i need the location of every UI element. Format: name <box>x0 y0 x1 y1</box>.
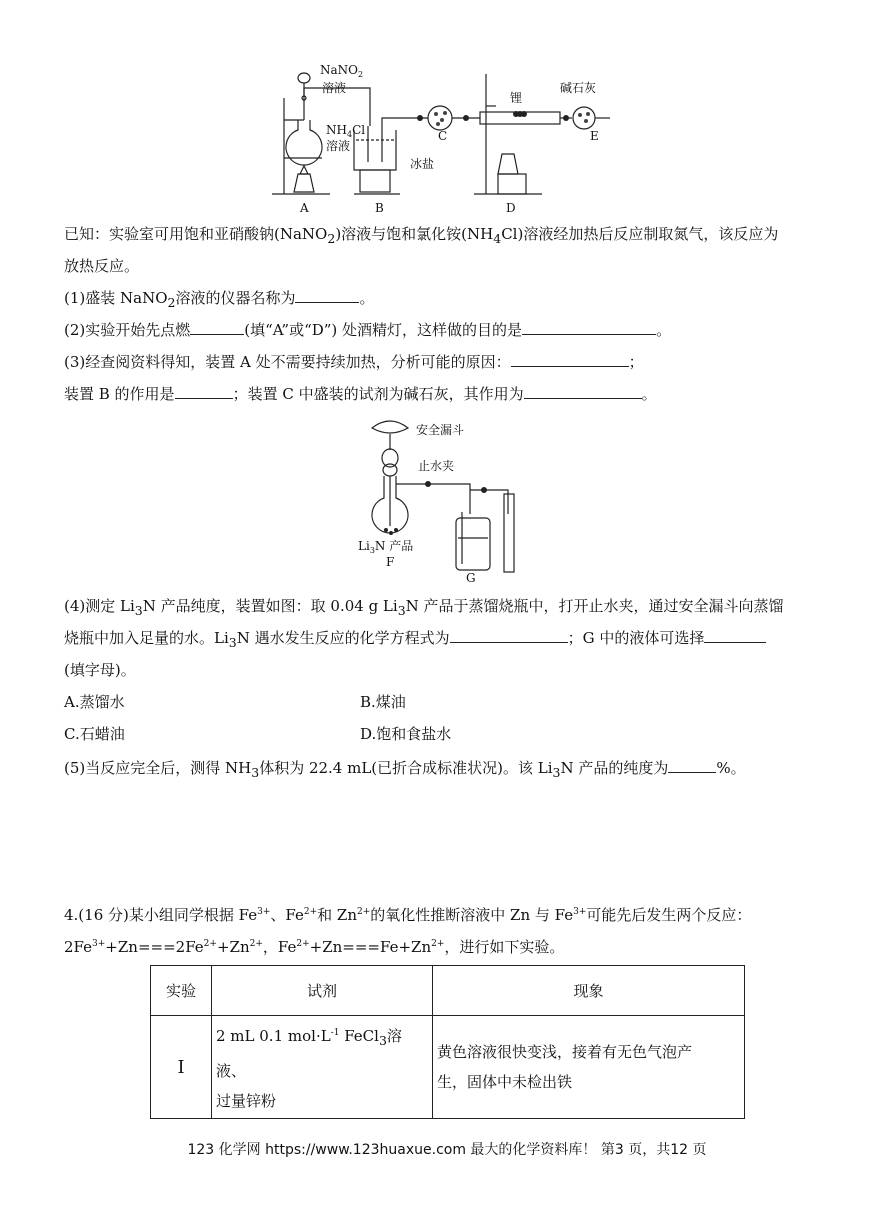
question-5: (5)当反应完全后，测得 $NH_3$体积为 22.4 mL(已折合成标准状况)。该 $Li_3N$ 产品的纯度为 %。 <box>64 759 746 780</box>
problem-4-line-1: 4.(16 分)某小组同学根据 $Fe^{3+}$、$Fe^{2+}$和 $Zn^{2+}$的氧化性推断溶液中 Zn 与 $Fe^{3+}$可能先后发生两个反应： <box>64 906 752 924</box>
answer-blank[interactable] <box>704 628 766 643</box>
answer-blank[interactable] <box>668 758 716 773</box>
header-phenomenon: 现象 <box>433 966 745 1016</box>
answer-blank[interactable] <box>450 628 568 643</box>
label-d: D <box>506 201 516 215</box>
option-b: B.煤油 <box>360 693 406 711</box>
question-2: (2)实验开始先点燃 (填“A”或“D”) 处酒精灯，这样做的目的是 。 <box>64 321 672 339</box>
known-line-2: 放热反应。 <box>64 257 140 275</box>
question-1: (1)盛装 NaNO$_2$溶液的仪器名称为 。 <box>64 289 375 310</box>
label-a: A <box>300 201 309 215</box>
label-e: E <box>590 129 599 143</box>
ice-salt-label: 冰盐 <box>410 157 435 171</box>
answer-blank[interactable] <box>522 320 656 335</box>
question-3-line-1: (3)经查阅资料得知，装置 A 处不需要持续加热，分析可能的原因： ； <box>64 353 644 371</box>
li3n-product-label: N 产品 <box>374 539 414 553</box>
lithium-label: 锂 <box>510 91 523 105</box>
svg-text:Li3N 产品: $Li_3N$ 产品 <box>358 539 414 555</box>
label-g: G <box>466 571 476 585</box>
page-footer: 123 化学网 https://www.123huaxue.com 最大的化学资料库！ 第3 页，共12 页 <box>187 1142 707 1158</box>
header-experiment: 实验 <box>151 966 212 1016</box>
question-3-line-2: 装置 B 的作用是 ；装置 C 中盛装的试剂为碱石灰，其作用为 。 <box>64 385 657 403</box>
question-4-line-1: (4)测定 $Li_3N$ 产品纯度，装置如图：取 0.04 g $Li_3N$ 产品于蒸馏烧瓶中，打开止水夹，通过安全漏斗向蒸馏 <box>64 597 784 618</box>
stopcock-label: 止水夹 <box>418 459 455 473</box>
label-f: F <box>386 555 395 569</box>
answer-blank[interactable] <box>175 384 233 399</box>
apparatus-figure-1 <box>270 58 630 216</box>
nano2-solution-label: 溶液 <box>322 81 347 95</box>
option-a: A.蒸馏水 <box>64 693 125 711</box>
known-line-1: 已知：实验室可用饱和亚硝酸钠(NaNO$_2$)溶液与饱和氯化铵$(NH_4Cl)$溶液经加热后反应制取氮气，该反应为 <box>64 225 779 246</box>
phenomenon-cell: 黄色溶液很快变浅，接着有无色气泡产 生，固体中未检出铁 <box>433 1016 745 1119</box>
nh4cl-label: NH <box>326 123 347 137</box>
soda-lime-label: 碱石灰 <box>560 81 597 95</box>
header-reagent: 试剂 <box>212 966 433 1016</box>
svg-text:NH4Cl: $NH_4Cl$ <box>326 123 366 139</box>
option-d: D.饱和食盐水 <box>360 725 452 743</box>
apparatus-figure-2 <box>358 414 538 586</box>
nh4cl-solution-label: 溶液 <box>326 139 351 153</box>
answer-blank[interactable] <box>524 384 642 399</box>
experiment-id: Ⅰ <box>151 1016 212 1119</box>
answer-blank[interactable] <box>190 320 244 335</box>
table-row <box>151 1016 745 1119</box>
nano2-label: NaNO <box>320 63 358 77</box>
table-header-row <box>151 966 745 1016</box>
answer-blank[interactable] <box>511 352 629 367</box>
problem-4-line-2: $2Fe^{3+}+Zn===2Fe^{2+}+Zn^{2+}$，$Fe^{2+}+Zn===Fe+Zn^{2+}$，进行如下实验。 <box>64 938 565 956</box>
question-4-line-3: (填字母)。 <box>64 661 136 679</box>
experiment-table <box>150 965 745 1119</box>
label-c: C <box>438 129 448 143</box>
label-b: B <box>375 201 384 215</box>
svg-text:NaNO2: NaNO$_2$ <box>320 63 364 79</box>
reagent-cell: 2 mL 0.1 $mol\cdot L^{-1}$ FeCl$_3$溶液、 过量锌粉 <box>212 1016 433 1119</box>
answer-blank[interactable] <box>295 288 359 303</box>
question-4-line-2: 烧瓶中加入足量的水。$Li_3N$ 遇水发生反应的化学方程式为 ；G 中的液体可选择 <box>64 628 766 653</box>
safety-funnel-label: 安全漏斗 <box>416 423 465 437</box>
option-c: C.石蜡油 <box>64 725 125 743</box>
